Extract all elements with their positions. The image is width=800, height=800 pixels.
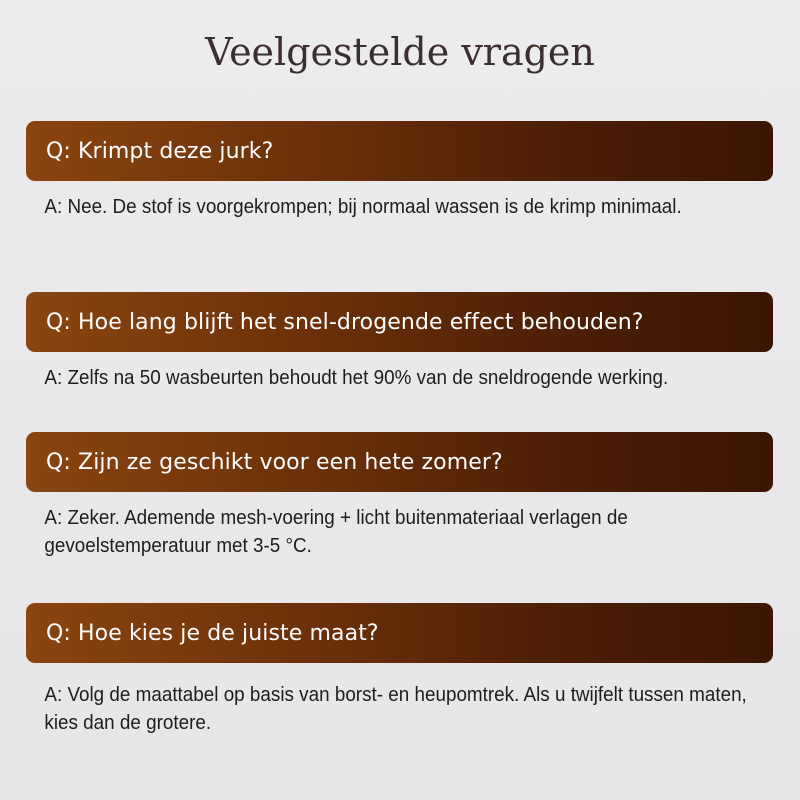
faq-item bbox=[26, 432, 773, 560]
faq-answer: A: Zelfs na 50 wasbeurten behoudt het 90% van de sneldrogende werking. bbox=[44, 366, 669, 389]
faq-item bbox=[26, 121, 773, 221]
faq-question: Q: Krimpt deze jurk? bbox=[46, 138, 274, 164]
faq-question: Q: Hoe kies je de juiste maat? bbox=[46, 620, 379, 646]
page-title: Veelgestelde vragen bbox=[205, 30, 595, 74]
faq-item bbox=[26, 292, 773, 392]
faq-question-bar[interactable] bbox=[26, 292, 773, 352]
faq-answer: A: Nee. De stof is voorgekrompen; bij normaal wassen is de krimp minimaal. bbox=[44, 195, 682, 218]
faq-question-bar[interactable] bbox=[26, 603, 773, 663]
faq-question-bar[interactable] bbox=[26, 121, 773, 181]
faq-question: Q: Hoe lang blijft het snel-drogende effect behouden? bbox=[46, 309, 644, 335]
faq-question-bar[interactable] bbox=[26, 432, 773, 492]
faq-question: Q: Zijn ze geschikt voor een hete zomer? bbox=[46, 449, 503, 475]
faq-answer: A: Zeker. Ademende mesh-voering + licht buitenmateriaal verlagen de gevoelstemperatuur met 3-5 °C. bbox=[44, 506, 628, 557]
faq-answer: A: Volg de maattabel op basis van borst- en heupomtrek. Als u twijfelt tussen maten, kies dan de grotere. bbox=[44, 683, 747, 734]
faq-item bbox=[26, 603, 773, 737]
